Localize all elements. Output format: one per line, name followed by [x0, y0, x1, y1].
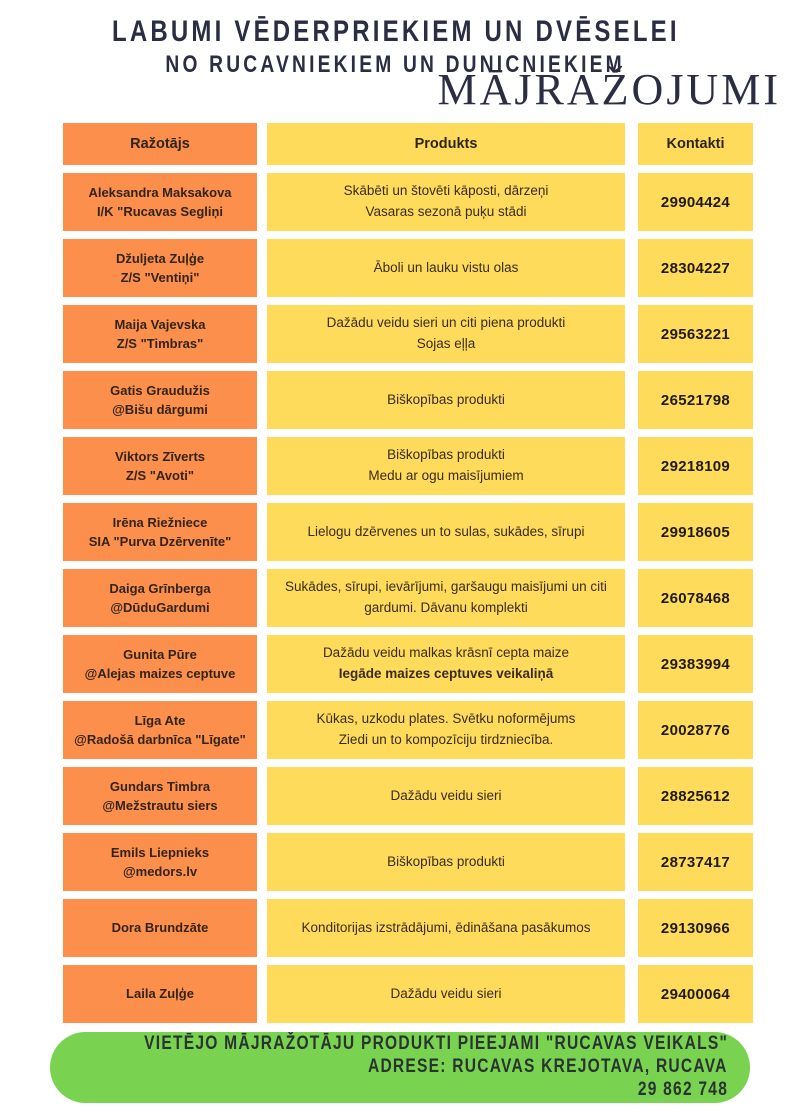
page-subtitle-text: NO RUCAVNIEKIEM UN DUNICNIEKIEM	[165, 51, 626, 78]
producer-cell: Viktors Zīverts Z/S "Avoti"	[63, 437, 257, 495]
product-cell: Konditorijas izstrādājumi, ēdināšana pasākumos	[267, 899, 625, 957]
producer-cell: Laila Zuļģe	[63, 965, 257, 1023]
table-rows	[63, 173, 753, 1023]
table-row	[63, 173, 753, 231]
producer-cell: Gundars Timbra @Mežstrautu siers	[63, 767, 257, 825]
product-cell: Dažādu veidu sieri	[267, 767, 625, 825]
page-title	[0, 15, 791, 49]
producer-cell: Gunita Pūre @Alejas maizes ceptuve	[63, 635, 257, 693]
big-title: MĀJRAŽOJUMI	[437, 65, 781, 114]
product-cell: Dažādu veidu malkas krāsnī cepta maize Iegāde maizes ceptuves veikaliņā	[267, 635, 625, 693]
contact-cell: 29400064	[638, 965, 753, 1023]
footer-phone-text: 29 862 748	[637, 1079, 728, 1100]
product-cell: Kūkas, uzkodu plates. Svētku noformējums Ziedi un to kompozīciju tirdzniecība.	[267, 701, 625, 759]
producer-cell: Dora Brundzāte	[63, 899, 257, 957]
footer-address-text: ADRESE: RUCAVAS KREJOTAVA, RUCAVA	[368, 1056, 728, 1077]
table-row	[63, 635, 753, 693]
product-cell: Biškopības produkti	[267, 371, 625, 429]
producer-cell: Džuljeta Zuļģe Z/S "Ventiņi"	[63, 239, 257, 297]
table-row	[63, 899, 753, 957]
table-row	[63, 305, 753, 363]
producer-cell: Aleksandra Maksakova I/K "Rucavas Segliņi	[63, 173, 257, 231]
footer-line	[16, 1033, 728, 1056]
product-cell: Dažādu veidu sieri un citi piena produkti Sojas eļļa	[267, 305, 625, 363]
contact-cell: 26521798	[638, 371, 753, 429]
table-row	[63, 239, 753, 297]
contact-cell: 28825612	[638, 767, 753, 825]
contact-cell: 29904424	[638, 173, 753, 231]
table-row	[63, 965, 753, 1023]
contact-cell: 29918605	[638, 503, 753, 561]
footer-availability-text: VIETĒJO MĀJRAŽOTĀJU PRODUKTI PIEEJAMI "RUCAVAS VEIKALS"	[144, 1033, 728, 1054]
header-cell-contact: Kontakti	[638, 123, 753, 165]
table-row	[63, 371, 753, 429]
product-cell: Dažādu veidu sieri	[267, 965, 625, 1023]
table-row	[63, 833, 753, 891]
table-row	[63, 569, 753, 627]
table-row	[63, 437, 753, 495]
footer-line	[289, 1056, 728, 1079]
footer-banner	[50, 1032, 750, 1103]
footer-line	[618, 1079, 728, 1102]
product-cell: Sukādes, sīrupi, ievārījumi, garšaugu maisījumi un citi gardumi. Dāvanu komplekti	[267, 569, 625, 627]
header-cell-product: Produkts	[267, 123, 625, 165]
header-cell-producer: Ražotājs	[63, 123, 257, 165]
contact-cell: 29563221	[638, 305, 753, 363]
producer-cell: Gatis Graudužis @Bišu dārgumi	[63, 371, 257, 429]
page-title-text: LABUMI VĒDERPRIEKIEM UN DVĒSELEI	[111, 15, 680, 48]
product-cell: Lielogu dzērvenes un to sulas, sukādes, sīrupi	[267, 503, 625, 561]
contact-cell: 28304227	[638, 239, 753, 297]
producers-table	[63, 123, 753, 1031]
contact-cell: 20028776	[638, 701, 753, 759]
contact-cell: 29383994	[638, 635, 753, 693]
producer-cell: Emils Liepnieks @medors.lv	[63, 833, 257, 891]
table-row	[63, 701, 753, 759]
product-cell: Biškopības produkti	[267, 833, 625, 891]
table-row	[63, 767, 753, 825]
product-cell: Biškopības produkti Medu ar ogu maisījumiem	[267, 437, 625, 495]
contact-cell: 28737417	[638, 833, 753, 891]
contact-cell: 26078468	[638, 569, 753, 627]
producer-cell: Daiga Grīnberga @DūduGardumi	[63, 569, 257, 627]
producer-cell: Irēna Riežniece SIA "Purva Dzērvenīte"	[63, 503, 257, 561]
contact-cell: 29130966	[638, 899, 753, 957]
producer-cell: Līga Ate @Radošā darbnīca "Līgate"	[63, 701, 257, 759]
table-row	[63, 503, 753, 561]
producer-cell: Maija Vajevska Z/S "Timbras"	[63, 305, 257, 363]
product-cell: Skābēti un štovēti kāposti, dārzeņi Vasaras sezonā puķu stādi	[267, 173, 625, 231]
table-header-row	[63, 123, 753, 165]
contact-cell: 29218109	[638, 437, 753, 495]
product-cell: Āboli un lauku vistu olas	[267, 239, 625, 297]
